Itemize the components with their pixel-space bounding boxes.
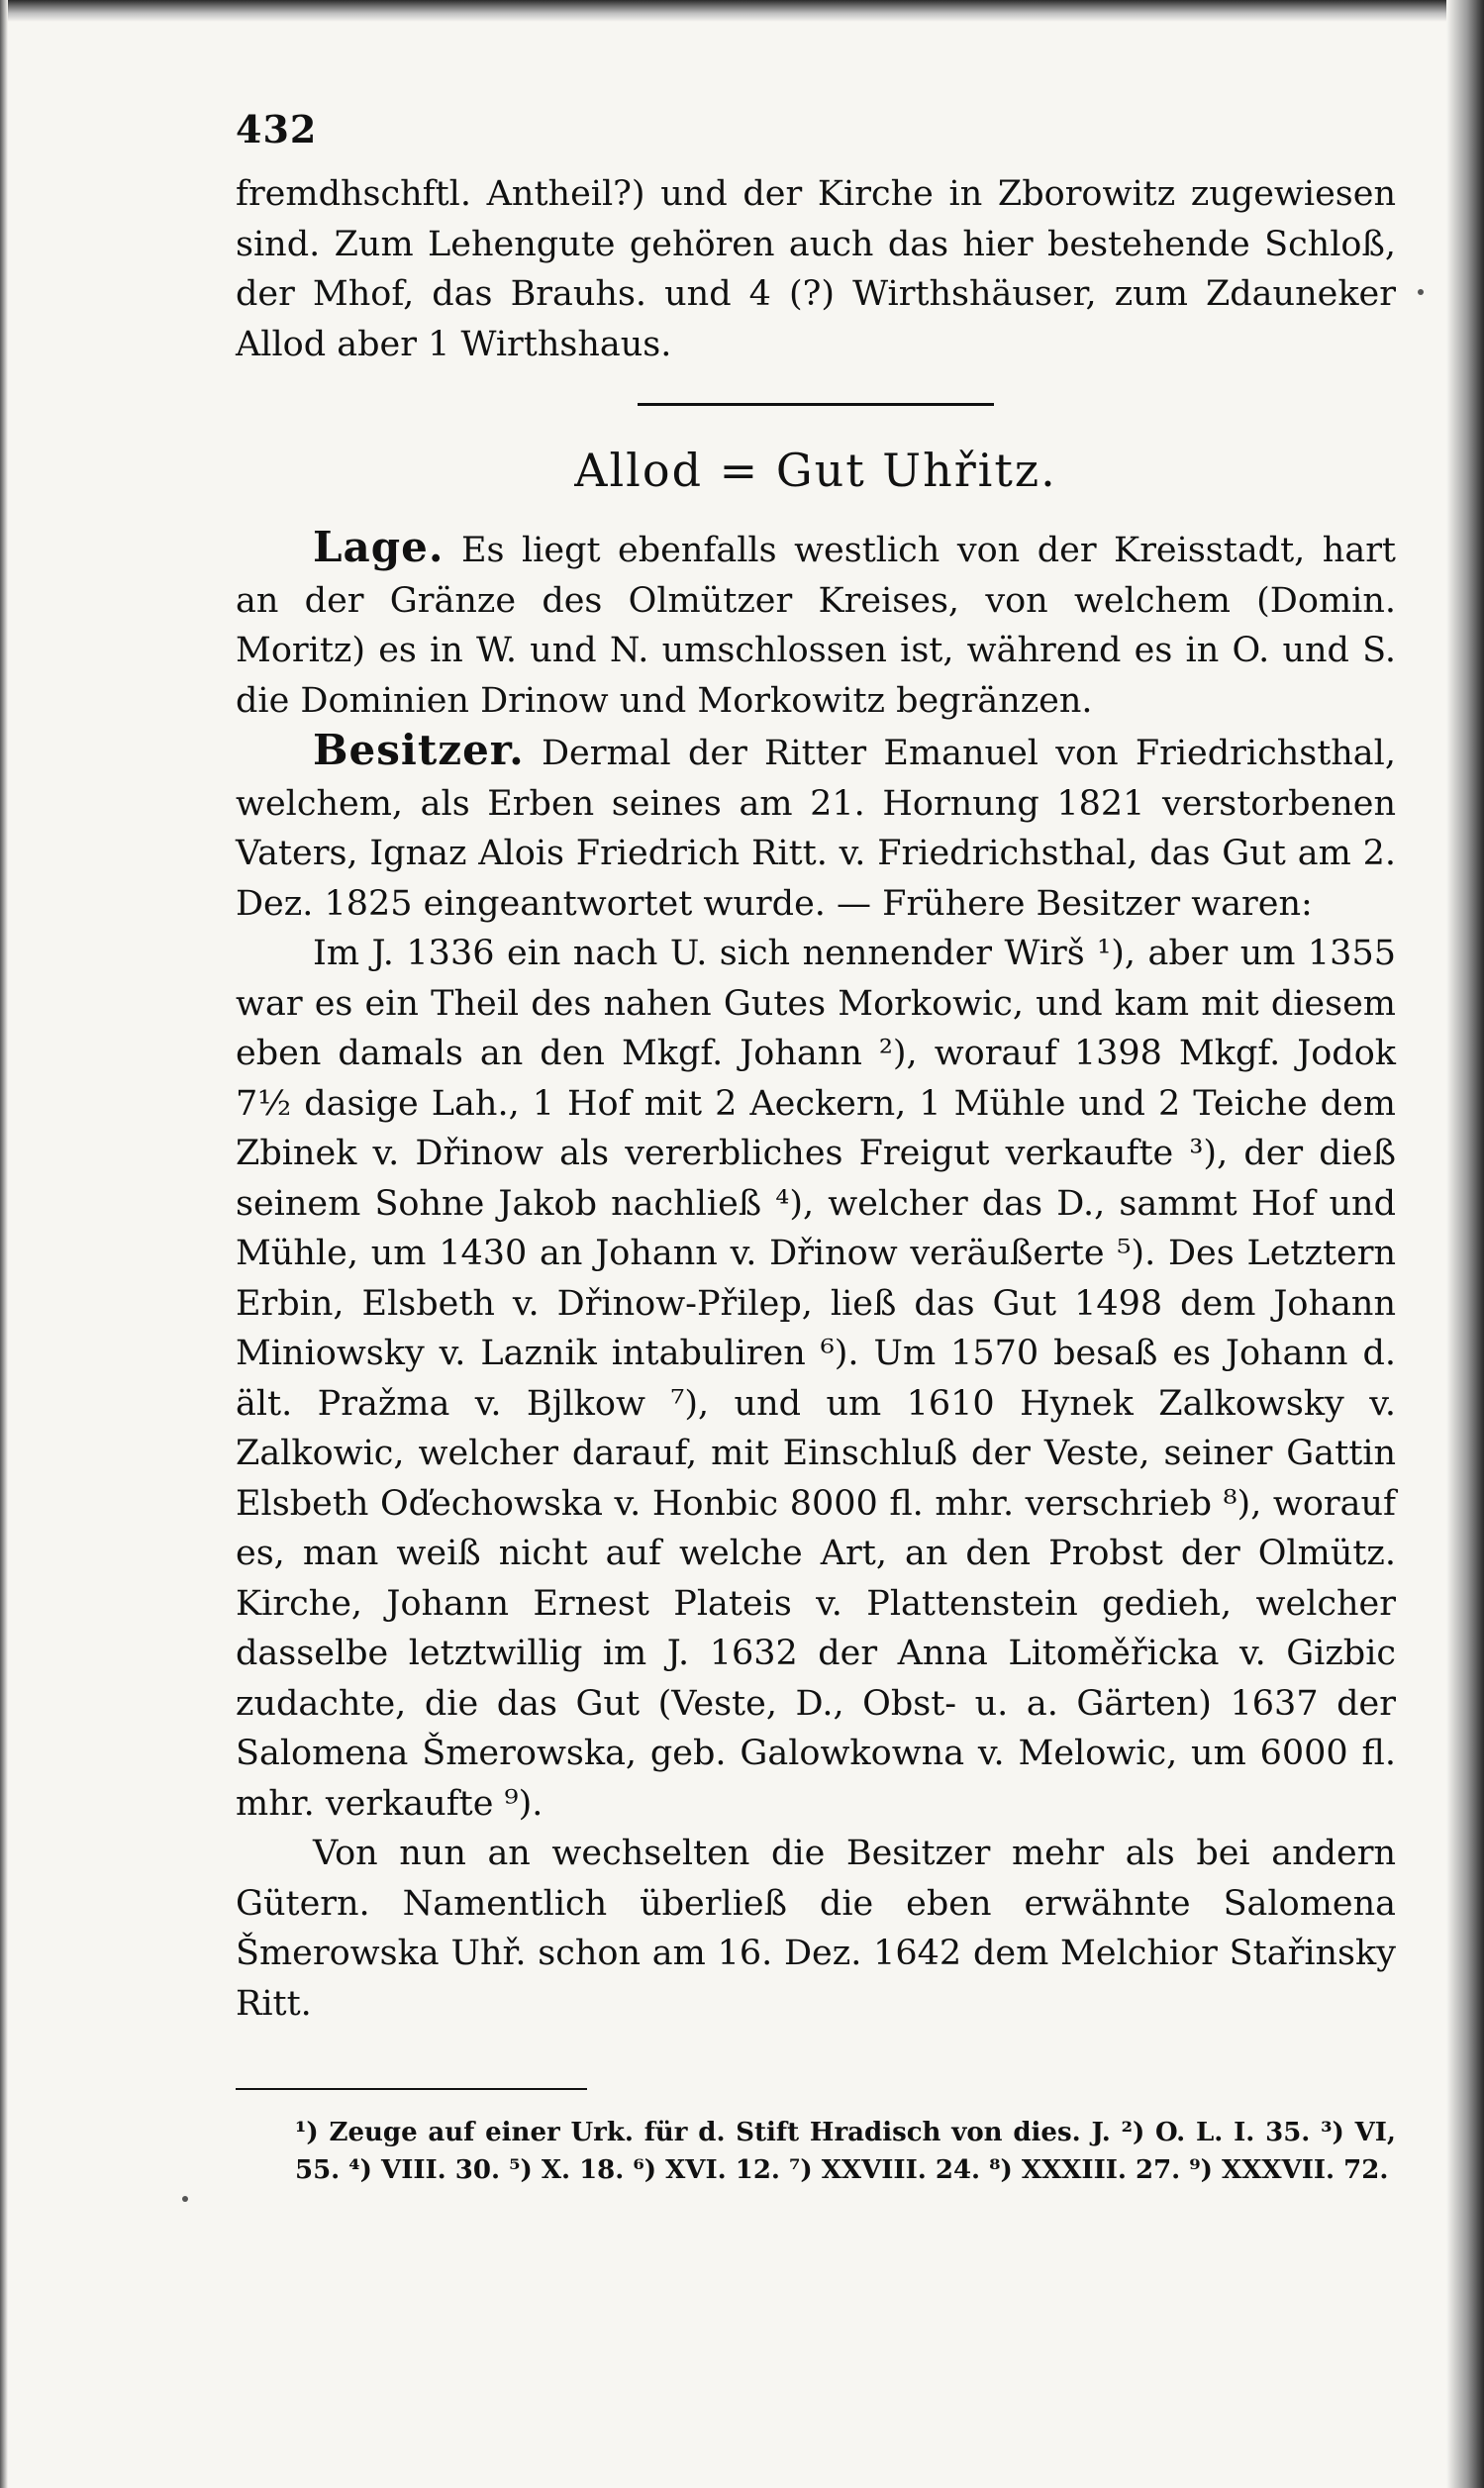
final-paragraph: Von nun an wechselten die Besitzer mehr als bei andern Gütern. Namentlich überließ die eben erwähnte Salomena Šmerowska Uhř. schon am 16. Dez. 1642 dem Melchior Stařinsky Ritt. (236, 1834, 1396, 2024)
besitzer-label: Besitzer. (313, 726, 525, 774)
section-title: Allod = Gut Uhřitz. (574, 444, 1057, 497)
intro-paragraph: fremdhschftl. Antheil?) und der Kirche in Zborowitz zugewiesen sind. Zum Lehengute gehören auch das hier bestehende Schloß, der Mhof, das Brauhs. und 4 (?) Wirthshäuser, zum Zdauneker Allod aber 1 Wirthshaus. (236, 174, 1396, 364)
footnotes: ¹) Zeuge auf einer Urk. für d. Stift Hradisch von dies. J. ²) O. L. I. 35. ³) VI, 55. ⁴) VIII. 30. ⁵) X. 18. ⁶) XVI. 12. ⁷) XXVIII. 24. ⁸) XXXIII. 27. ⁹) XXXVII. 72. (295, 2118, 1396, 2185)
section-divider (638, 403, 994, 406)
scan-speck (1418, 289, 1424, 295)
history-paragraph: Im J. 1336 ein nach U. sich nennender Wirš ¹), aber um 1355 war es ein Theil des nahen Gutes Morkowic, und kam mit diesem eben damals an den Mkgf. Johann ²), worauf 1398 Mkgf. Jodok 7½ dasige Lah., 1 Hof mit 2 Aeckern, 1 Mühle und 2 Teiche dem Zbinek v. Dřinow als vererbliches Freigut verkaufte ³), der dieß seinem Sohne Jakob nachließ ⁴), welcher das D., sammt Hof und Mühle, um 1430 an Johann v. Dřinow veräußerte ⁵). Des Letztern Erbin, Elsbeth v. Dřinow-Přilep, ließ das Gut 1498 dem Johann Miniowsky v. Laznik intabuliren ⁶). Um 1570 besaß es Johann d. ält. Pražma v. Bjlkow ⁷), und um 1610 Hynek Zalkowsky v. Zalkowic, welcher darauf, mit Einschluß der Veste, seiner Gattin Elsbeth Oďechowska v. Honbic 8000 fl. mhr. verschrieb ⁸), worauf es, man weiß nicht auf welche Art, an den Probst der Olmütz. Kirche, Johann Ernest Plateis v. Plattenstein gedieh, welcher dasselbe letztwillig im J. 1632 der Anna Litoměřicka v. Gizbic zudachte, die das Gut (Veste, D., Obst- u. a. Gärten) 1637 der Salomena Šmerowska, geb. Galowkowna v. Melowic, um 6000 fl. mhr. verkaufte ⁹). (236, 934, 1396, 1824)
scan-speck (182, 2196, 188, 2202)
text-block (236, 107, 1396, 2189)
page-number: 432 (236, 107, 318, 151)
page-edge-top (0, 0, 1484, 22)
lage-label: Lage. (313, 523, 445, 571)
page-edge-right (1446, 0, 1484, 2488)
besitzer-paragraph (236, 726, 1396, 929)
lage-paragraph (236, 523, 1396, 726)
besitzer-text: Dermal der Ritter Emanuel von Friedrichsthal, welchem, als Erben seines am 21. Hornung 1821 verstorbenen Vaters, Ignaz Alois Friedrich Ritt. v. Friedrichsthal, das Gut am 2. Dez. 1825 eingeantwortet wurde. — Frühere Besitzer waren: (236, 734, 1396, 924)
page-edge-left (0, 0, 8, 2488)
lage-text: Es liegt ebenfalls westlich von der Kreisstadt, hart an der Gränze des Olmützer Kreises, von welchem (Domin. Moritz) es in W. und N. umschlossen ist, während es in O. und S. die Dominien Drinow und Morkowitz begränzen. (236, 531, 1396, 721)
footnote-divider (236, 2088, 587, 2090)
